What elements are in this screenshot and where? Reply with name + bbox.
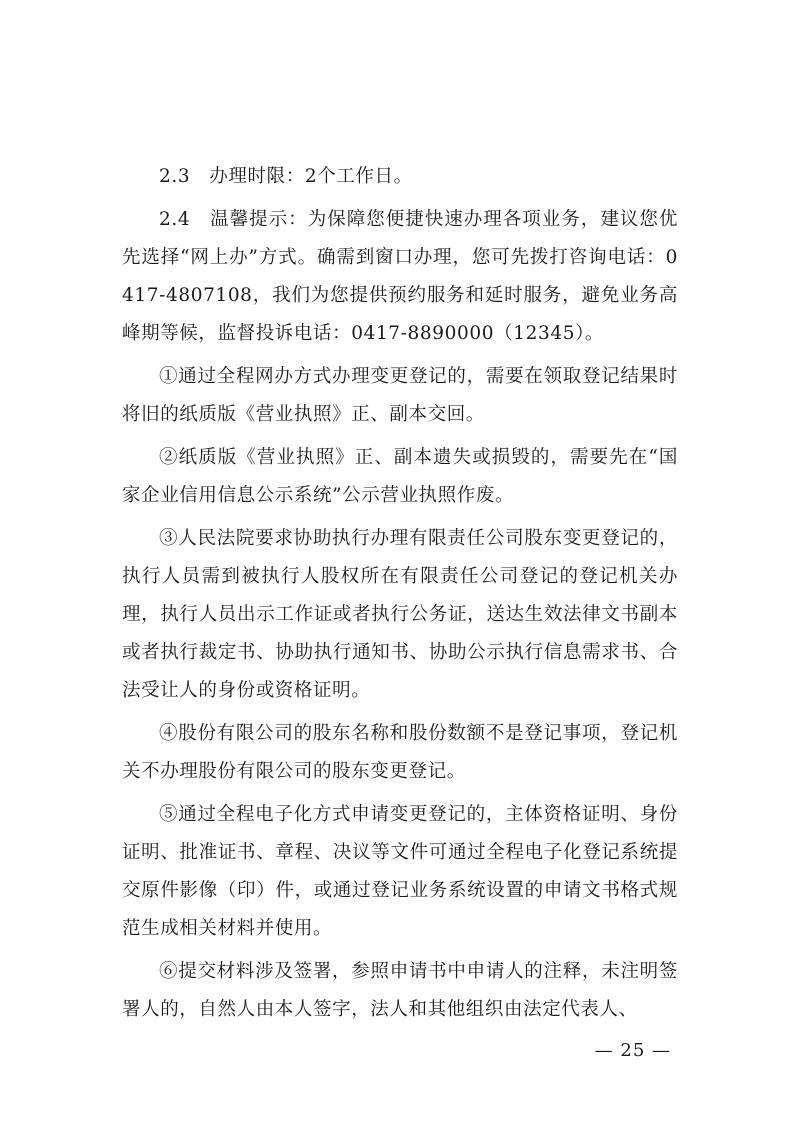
paragraph-note-2: ②纸质版《营业执照》正、副本遗失或损毁的，需要先在“国家企业信用信息公示系统”公示营业执照作废。 xyxy=(122,447,678,506)
paragraph-note-5: ⑤通过全程电子化方式申请变更登记的，主体资格证明、身份证明、批准证书、章程、决议等文件可通过全程电子化登记系统提交原件影像（印）件，或通过登记业务系统设置的申请文书格式规范生成相关材料并使用。 xyxy=(122,804,678,939)
document-body xyxy=(122,158,678,1034)
paragraph-processing-time: 2.3 办理时限：2个工作日。 xyxy=(159,166,413,187)
paragraph-tips: 2.4 温馨提示：为保障您便捷快速办理各项业务，建议您优先选择“网上办”方式。确需到窗口办理，您可先拨打咨询电话：0417-4807108，我们为您提供预约服务和延时服务，避免业务高峰期等候，监督投诉电话：0417-8890000（12345）。 xyxy=(122,209,678,344)
page-number: — 25 — xyxy=(594,1040,671,1061)
paragraph-note-1: ①通过全程网办方式办理变更登记的，需要在领取登记结果时将旧的纸质版《营业执照》正、副本交回。 xyxy=(122,366,678,425)
paragraph-note-4: ④股份有限公司的股东名称和股份数额不是登记事项，登记机关不办理股份有限公司的股东变更登记。 xyxy=(122,723,678,782)
paragraph-note-3: ③人民法院要求协助执行办理有限责任公司股东变更登记的，执行人员需到被执行人股权所在有限责任公司登记的登记机关办理，执行人员出示工作证或者执行公务证，送达生效法律文书副本或者执行裁定书、协助执行通知书、协助公示执行信息需求书、合法受让人的身份或资格证明。 xyxy=(122,528,678,701)
paragraph-note-6: ⑥提交材料涉及签署，参照申请书中申请人的注释，未注明签署人的，自然人由本人签字，法人和其他组织由法定代表人、 xyxy=(122,961,678,1020)
